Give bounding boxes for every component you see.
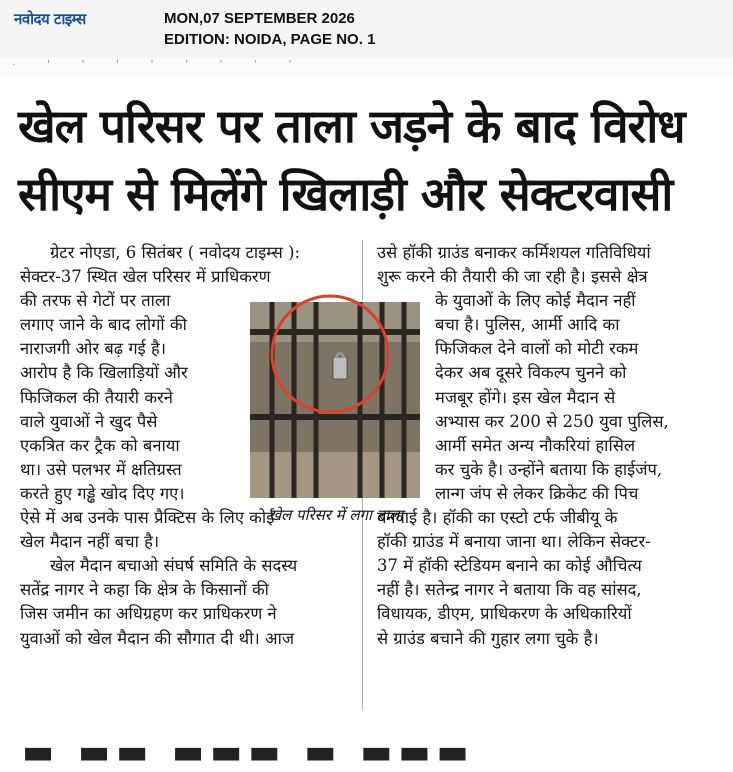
text-line: ग्रेटर नोएडा, 6 सितंबर ( नवोदय टाइम्स ): <box>50 243 301 262</box>
headline <box>18 92 723 228</box>
text-line: खेल मैदान नहीं बचा है। <box>20 532 160 552</box>
text-line: नहीं है। सतेन्द्र नागर ने बताया कि वह सांसद, <box>377 580 642 600</box>
text-line: आर्मी समेत अन्य नौकरियां हासिल <box>435 435 636 455</box>
newspaper-header-bar <box>0 0 733 59</box>
text-line: बनवाई है। हॉकी का एस्टो टर्फ जीबीयू के <box>377 508 618 528</box>
text-line: नाराजगी ओर बढ़ गई है। <box>20 339 166 359</box>
text-line: खेल मैदान बचाओ संघर्ष समिति के सदस्य <box>50 556 298 576</box>
text-line: लगाए जाने के बाद लोगों की <box>20 315 187 335</box>
text-line: जिस जमीन का अधिग्रहण कर प्राधिकरण ने <box>20 604 277 624</box>
text-line: हॉकी ग्राउंड में बनाया जाना था। लेकिन सेक्टर- <box>377 532 651 552</box>
article-right-column <box>377 241 707 651</box>
text-line: शुरू करने की तैयारी की जा रही है। इससे क्षेत्र <box>377 267 648 287</box>
headline-line-2: सीएम से मिलेंगे खिलाड़ी और सेक्टरवासी <box>18 167 673 221</box>
clipped-previous-text: · ' ' ' ' ' ' ' ' <box>0 58 733 78</box>
text-line: की तरफ से गेटों पर ताला <box>20 291 171 311</box>
text-line: सतेंद्र नागर ने कहा कि क्षेत्र के किसानों की <box>20 580 269 600</box>
text-line: अभ्यास कर 200 से 250 युवा पुलिस, <box>435 411 669 431</box>
text-line: मजबूर होंगे। इस खेल मैदान से <box>435 387 616 407</box>
text-line: उसे हॉकी ग्राउंड बनाकर कर्मिशयल गतिविधियां <box>377 243 651 262</box>
text-line: बचा है। पुलिस, आर्मी आदि का <box>435 315 620 335</box>
newspaper-logo: नवोदय टाइम्स <box>14 10 86 28</box>
text-line: युवाओं को खेल मैदान की सौगात दी थी। आज <box>20 628 295 648</box>
text-line: से ग्राउंड बचाने की गुहार लगा चुके है। <box>377 628 599 648</box>
text-line: एकत्रित कर ट्रैक को बनाया <box>20 435 180 455</box>
edition-meta <box>164 8 375 50</box>
text-line: सेक्टर-37 स्थित खेल परिसर में प्राधिकरण <box>20 267 271 287</box>
text-line: ऐसे में अब उनके पास प्रैक्टिस के लिए कोई <box>20 508 275 528</box>
text-line: था। उसे पलभर में क्षतिग्रस्त <box>20 459 182 479</box>
text-line: के युवाओं के लिए कोई मैदान नहीं <box>435 291 636 311</box>
text-line: लान्ग जंप से लेकर क्रिकेट की पिच <box>435 483 639 503</box>
text-line: विधायक, डीएम, प्राधिकरण के अधिकारियों <box>377 604 632 624</box>
edition-line: EDITION: NOIDA, PAGE NO. 1 <box>164 31 376 48</box>
text-line: वाले युवाओं ने खुद पैसे <box>20 411 158 431</box>
text-line: कर चुके है। उन्होंने बताया कि हाईजंप, <box>435 459 663 479</box>
text-line: आरोप है कि खिलाड़ियों और <box>20 363 188 383</box>
text-line: फिजिकल की तैयारी करने <box>20 387 173 407</box>
text-line: देकर अब दूसरे विकल्प चुनने को <box>435 363 627 383</box>
text-line: करते हुए गड्ढे खोद दिए गए। <box>20 483 185 503</box>
text-line: 37 में हॉकी स्टेडियम बनाने का कोई औचित्य <box>377 556 642 576</box>
date-line: MON,07 SEPTEMBER 2026 <box>164 10 355 27</box>
text-line: फिजिकल देने वालों को मोटी रकम <box>435 339 639 359</box>
clipped-next-headline: ▬ ▬▬ ▬▬▬ ▬ ▬▬▬ <box>22 732 475 772</box>
headline-line-1: खेल परिसर पर ताला जड़ने के बाद विरोध <box>18 99 685 153</box>
photo-caption: खेल परिसर में लगा ताला <box>268 506 404 524</box>
